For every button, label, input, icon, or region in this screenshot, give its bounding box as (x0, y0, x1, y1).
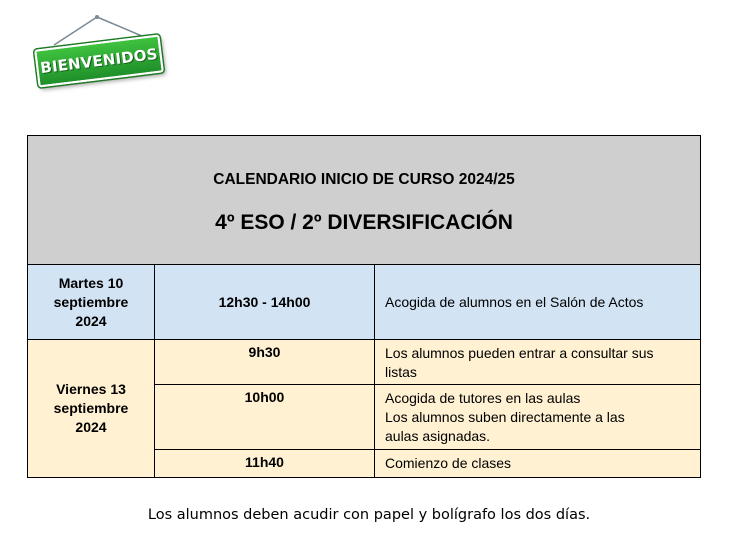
date-line: 2024 (75, 419, 107, 435)
time-cell: 10h00 (155, 385, 375, 450)
description-cell: Acogida de alumnos en el Salón de Actos (375, 265, 701, 340)
header-cell (28, 136, 701, 265)
date-line: septiembre (53, 293, 129, 310)
date-cell-tuesday (28, 265, 155, 340)
welcome-sign-label: BIENVENIDOS (39, 44, 159, 78)
calendar-table (27, 135, 701, 478)
date-line: 2024 (75, 312, 107, 329)
description-cell (375, 340, 701, 385)
description-line: listas (385, 364, 417, 380)
date-line: Viernes 13 (56, 381, 126, 397)
table-row (28, 265, 701, 340)
date-line: septiembre (53, 400, 129, 416)
description-cell: Comienzo de clases (375, 450, 701, 478)
welcome-sign (30, 12, 170, 92)
time-cell: 12h30 - 14h00 (155, 265, 375, 340)
description-line: Acogida de tutores en las aulas (385, 390, 581, 406)
header-row (28, 136, 701, 265)
date-line: Martes 10 (58, 274, 124, 291)
date-cell-friday (28, 340, 155, 478)
calendar-subtitle: 4º ESO / 2º DIVERSIFICACIÓN (215, 211, 513, 234)
time-cell: 9h30 (155, 340, 375, 385)
calendar-title: CALENDARIO INICIO DE CURSO 2024/25 (213, 171, 515, 188)
footer-note: Los alumnos deben acudir con papel y bolígrafo los dos días. (147, 507, 591, 523)
time-cell: 11h40 (155, 450, 375, 478)
description-cell (375, 385, 701, 450)
description-line: Los alumnos pueden entrar a consultar sus (385, 345, 654, 361)
description-line: Los alumnos suben directamente a las (385, 409, 625, 425)
description-line: aulas asignadas. (385, 428, 491, 444)
table-row (28, 340, 701, 385)
